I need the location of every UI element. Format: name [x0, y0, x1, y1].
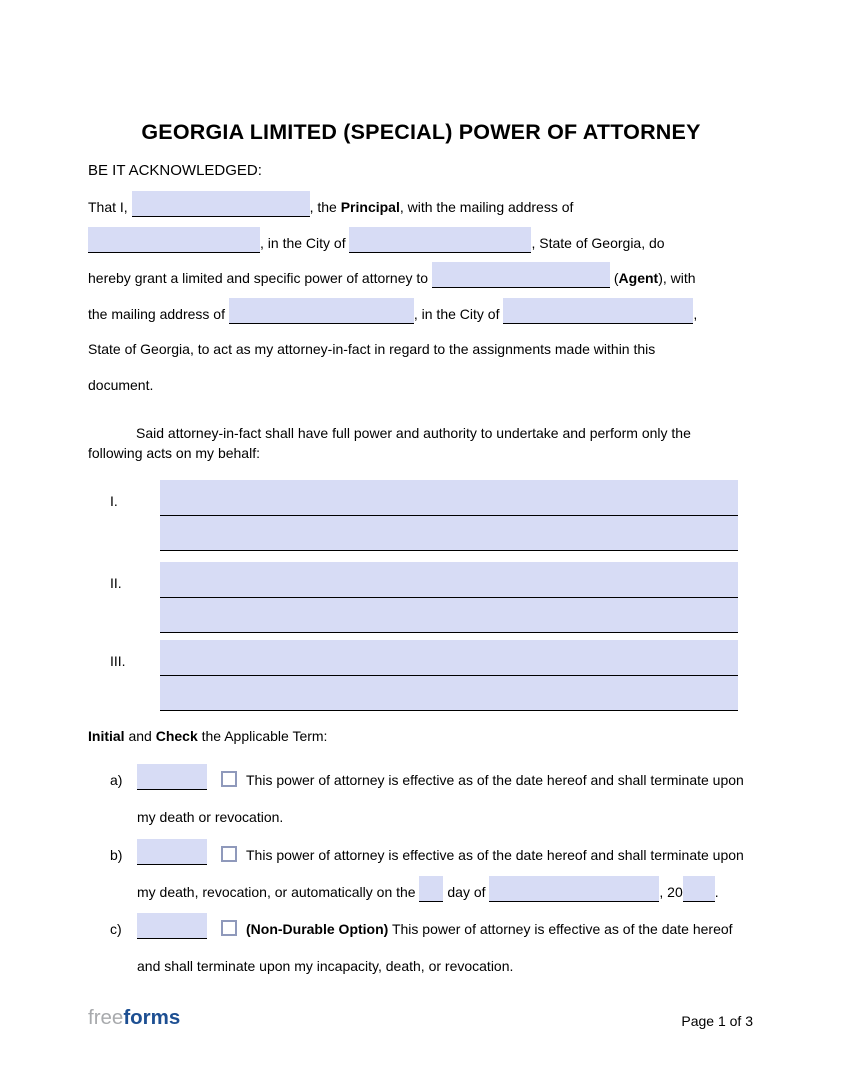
option-c-text-line2: and shall terminate upon my incapacity, death, or revocation. [137, 958, 514, 974]
acts-intro-line2: following acts on my behalf: [88, 444, 260, 461]
option-b-label: b) [110, 847, 123, 863]
terms-heading-rest: the Applicable Term: [197, 728, 328, 744]
paragraph-line [88, 332, 788, 368]
option-a-initials-field[interactable] [137, 764, 207, 790]
termination-day-field[interactable] [419, 876, 443, 902]
termination-year-field[interactable] [683, 876, 715, 902]
opening-paragraph [88, 190, 788, 404]
act-section-i [88, 480, 738, 551]
text-in-city-of: , in the City of [260, 234, 350, 251]
option-b-text-20: , 20 [659, 884, 683, 900]
term-option-c [110, 911, 827, 985]
text-agent-bold: Agent [618, 270, 659, 287]
term-option-a [110, 762, 827, 836]
option-c-text-line1: This power of attorney is effective as of the date hereof [388, 921, 733, 937]
option-a-line2 [137, 799, 827, 836]
logo-forms-text: forms [123, 1006, 181, 1029]
option-c-line2 [137, 948, 827, 985]
text-hereby-grant: hereby grant a limited and specific power of attorney to [88, 270, 432, 287]
option-a-checkbox[interactable] [221, 771, 237, 787]
option-c-checkbox[interactable] [221, 920, 237, 936]
option-c-line1 [137, 911, 827, 948]
text-comma: , [693, 305, 698, 322]
terms-heading-initial: Initial [88, 728, 125, 744]
option-a-line1 [137, 762, 827, 799]
paragraph-line [88, 226, 788, 262]
text-mailing-address: the mailing address of [88, 305, 229, 322]
paragraph-line [88, 261, 788, 297]
write-line [160, 562, 738, 598]
option-b-text-period: . [714, 884, 719, 900]
terms-heading [88, 728, 327, 744]
text-with: ), with [658, 270, 696, 287]
paragraph-line [88, 190, 788, 226]
agent-name-field[interactable] [432, 262, 610, 288]
act-ii-text-field[interactable] [160, 562, 738, 633]
logo-free-text: free [88, 1006, 124, 1029]
act-section-ii [88, 562, 738, 633]
option-c-initials-field[interactable] [137, 913, 207, 939]
write-line [160, 640, 738, 676]
option-a-text-line1: This power of attorney is effective as of the date hereof and shall terminate upon [246, 772, 744, 788]
option-b-text-line1: This power of attorney is effective as of the date hereof and shall terminate upon [246, 847, 744, 863]
option-a-label: a) [110, 772, 123, 788]
page-number: Page 1 of 3 [681, 1013, 753, 1029]
option-b-text-dayof: day of [443, 884, 490, 900]
act-iii-text-field[interactable] [160, 640, 738, 711]
agent-city-field[interactable] [503, 298, 693, 324]
text-in-city-of-2: , in the City of [413, 305, 504, 322]
option-b-initials-field[interactable] [137, 839, 207, 865]
acts-intro-line1: Said attorney-in-fact shall have full power and authority to undertake and perform only the [136, 425, 691, 441]
terms-heading-check: Check [155, 728, 198, 744]
freeforms-logo [88, 1006, 180, 1030]
paragraph-line [88, 368, 788, 404]
principal-name-field[interactable] [132, 191, 310, 217]
agent-address-field[interactable] [229, 298, 414, 324]
write-line [160, 676, 738, 712]
roman-numeral-i: I. [110, 493, 118, 509]
terms-heading-and: and [124, 728, 156, 744]
text-that-i: That I, [88, 199, 132, 215]
page-title: GEORGIA LIMITED (SPECIAL) POWER OF ATTORNEY [141, 120, 701, 144]
option-b-text-line2-pre: my death, revocation, or automatically on the [137, 884, 416, 900]
roman-numeral-ii: II. [110, 575, 122, 591]
text-open-paren: ( [609, 270, 619, 287]
termination-month-field[interactable] [489, 876, 659, 902]
option-b-checkbox[interactable] [221, 846, 237, 862]
text-state-georgia-do: , State of Georgia, do [531, 234, 665, 251]
option-c-nondurable-bold: (Non-Durable Option) [246, 921, 389, 937]
principal-address-field[interactable] [88, 227, 260, 253]
text-principal-bold: Principal [340, 199, 400, 215]
option-b-line2 [137, 874, 827, 911]
acts-intro-paragraph [88, 424, 760, 463]
text-document: document. [88, 376, 154, 393]
paragraph-line [88, 297, 788, 333]
text-attorney-in-fact: State of Georgia, to act as my attorney-in-fact in regard to the assignments made within this [88, 341, 656, 358]
principal-city-field[interactable] [349, 227, 531, 253]
acknowledged-heading: BE IT ACKNOWLEDGED: [88, 162, 262, 179]
write-line [160, 516, 738, 552]
option-c-label: c) [110, 921, 122, 937]
write-line [160, 598, 738, 634]
option-b-line1 [137, 837, 827, 874]
write-line [160, 480, 738, 516]
act-i-text-field[interactable] [160, 480, 738, 551]
term-option-b [110, 837, 827, 911]
text-the: , the [309, 199, 341, 215]
option-a-text-line2: my death or revocation. [137, 809, 284, 825]
text-mailing-address-of: , with the mailing address of [399, 199, 574, 215]
act-section-iii [88, 640, 738, 711]
roman-numeral-iii: III. [110, 653, 126, 669]
